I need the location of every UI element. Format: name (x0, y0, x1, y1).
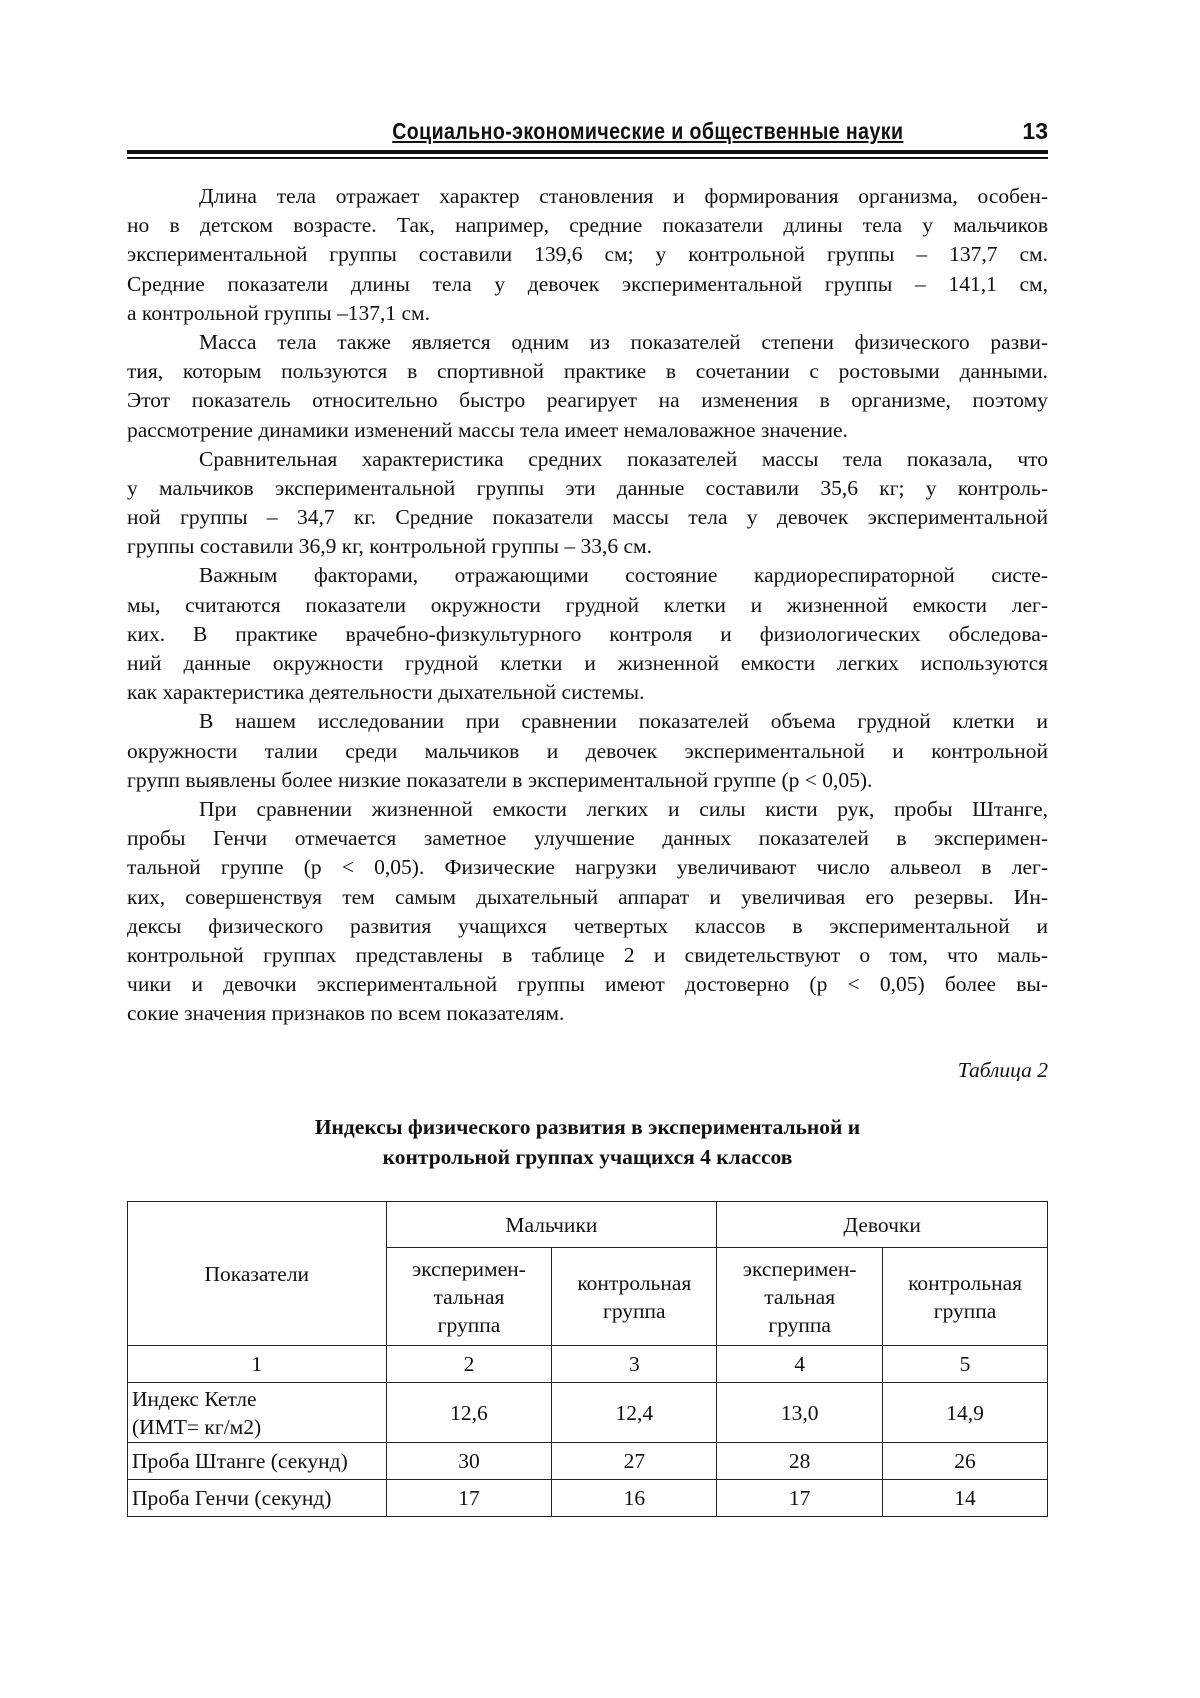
column-number-row (128, 1346, 1048, 1383)
paragraph-line: Длина тела отражает характер становления и формирования организма, особен- (199, 184, 1048, 208)
paragraph-line: контрольной группах представлены в таблице 2 и свидетельствуют о том, что маль- (127, 942, 1048, 967)
body-text (127, 182, 1048, 1028)
header-text: эксперимен- (742, 1256, 857, 1281)
paragraph-line: тия, которым пользуются в спортивной практике в сочетании с ростовыми данными. (127, 359, 1048, 384)
paragraph-line: но в детском возрасте. Так, например, средние показатели длины тела у мальчиков (127, 213, 1048, 238)
table-title-line: контрольной группах учащихся 4 классов (382, 1145, 793, 1169)
paragraph-line: экспериментальной группы составили 139,6 см; у контрольной группы – 137,7 см. (127, 242, 1048, 267)
paragraph-line: Сравнительная характеристика средних показателей массы тела показала, что (199, 446, 1048, 471)
header-text: контрольная (577, 1270, 692, 1295)
header-boys: Мальчики (386, 1202, 717, 1248)
paragraph-line: Этот показатель относительно быстро реагирует на изменения в организме, поэтому (127, 388, 1048, 413)
paragraph-line: дексы физического развития учащихся четвертых классов в экспериментальной и (127, 913, 1048, 938)
paragraph-line: Важным факторами, отражающими состояние кардиореспираторной систе- (199, 563, 1048, 588)
cell: 26 (883, 1443, 1048, 1480)
table-title (127, 1112, 1048, 1172)
row-label (128, 1383, 387, 1443)
header-rule-thin (127, 157, 1048, 159)
paragraph-line: сокие значения признаков по всем показателям. (127, 1001, 565, 1026)
header-text: группа (933, 1298, 997, 1323)
header-text: эксперимен- (412, 1256, 526, 1281)
column-number: 2 (386, 1346, 552, 1383)
data-table (127, 1201, 1048, 1517)
cell: 12,4 (552, 1383, 717, 1443)
cell: 17 (386, 1480, 552, 1517)
header-text: группа (768, 1312, 831, 1337)
row-label: Проба Штанге (секунд) (128, 1443, 387, 1480)
journal-section-title: Социально-экономические и общественные науки (391, 118, 903, 144)
header-girls-exp (717, 1248, 883, 1346)
header-text: группа (603, 1298, 666, 1323)
table-row (128, 1443, 1048, 1480)
table-label: Таблица 2 (957, 1058, 1048, 1082)
paragraph-line: а контрольной группы –137,1 см. (127, 300, 430, 325)
paragraph-line: ких, совершенствуя тем самым дыхательный аппарат и увеличивая его резервы. Ин- (127, 884, 1048, 909)
paragraph-line: В нашем исследовании при сравнении показателей объема грудной клетки и (199, 709, 1048, 734)
page-number: 13 (1022, 118, 1048, 144)
header-text: тальная (764, 1284, 836, 1309)
paragraph-line: Масса тела также является одним из показателей степени физического разви- (199, 329, 1048, 354)
header-text: тальная (433, 1284, 505, 1309)
cell: 13,0 (717, 1383, 883, 1443)
row-label-text: Индекс Кетле (132, 1386, 257, 1411)
paragraph-line: ной группы – 34,7 кг. Средние показатели массы тела у девочек экспериментальной (127, 505, 1048, 530)
paragraph-line: Средние показатели длины тела у девочек экспериментальной группы – 141,1 см, (127, 271, 1048, 296)
column-number: 1 (128, 1346, 387, 1383)
table-row (128, 1383, 1048, 1443)
column-number: 4 (717, 1346, 883, 1383)
row-label-text: (ИМТ= кг/м2) (132, 1414, 262, 1439)
header-girls: Девочки (717, 1202, 1048, 1248)
cell: 14 (883, 1480, 1048, 1517)
header-boys-ctrl (552, 1248, 717, 1346)
header-rule-thick (127, 150, 1048, 154)
paragraph-line: как характеристика деятельности дыхательной системы. (127, 680, 645, 705)
cell: 28 (717, 1443, 883, 1480)
cell: 14,9 (883, 1383, 1048, 1443)
header-indicators: Показатели (128, 1202, 387, 1346)
header-text: группа (437, 1312, 501, 1337)
paragraph-line: групп выявлены более низкие показатели в экспериментальной группе (p < 0,05). (127, 767, 873, 792)
table-title-line: Индексы физического развития в экспериментальной и (314, 1115, 861, 1139)
paragraph-line: рассмотрение динамики изменений массы тела имеет немаловажное значение. (127, 417, 848, 442)
column-number: 5 (883, 1346, 1048, 1383)
paragraph-line: мы, считаются показатели окружности грудной клетки и жизненной емкости лег- (127, 592, 1048, 617)
cell: 27 (552, 1443, 717, 1480)
cell: 17 (717, 1480, 883, 1517)
column-number: 3 (552, 1346, 717, 1383)
header-girls-ctrl (883, 1248, 1048, 1346)
paragraph-line: у мальчиков экспериментальной группы эти данные составили 35,6 кг; у контроль- (127, 475, 1048, 500)
paragraph-line: пробы Генчи отмечается заметное улучшение данных показателей в эксперимен- (127, 826, 1048, 851)
paragraph-line: окружности талии среди мальчиков и девочек экспериментальной и контрольной (127, 738, 1048, 763)
cell: 30 (386, 1443, 552, 1480)
paragraph-line: При сравнении жизненной емкости легких и силы кисти рук, пробы Штанге, (199, 796, 1048, 821)
row-label: Проба Генчи (секунд) (128, 1480, 387, 1517)
header-boys-exp (386, 1248, 552, 1346)
header-text: контрольная (908, 1270, 1023, 1295)
cell: 12,6 (386, 1383, 552, 1443)
paragraph-line: ний данные окружности грудной клетки и жизненной емкости легких используются (127, 651, 1048, 675)
paragraph-line: чики и девочки экспериментальной группы имеют достоверно (p < 0,05) более вы- (127, 972, 1048, 997)
cell: 16 (552, 1480, 717, 1517)
paragraph-line: ких. В практике врачебно-физкультурного контроля и физиологических обследова- (127, 621, 1048, 646)
table-header-row (128, 1202, 1048, 1248)
running-header (127, 118, 1048, 146)
paragraph-line: группы составили 36,9 кг, контрольной группы – 33,6 см. (127, 534, 652, 559)
paragraph-line: тальной группе (p < 0,05). Физические нагрузки увеличивают число альвеол в лег- (127, 855, 1048, 880)
table-row (128, 1480, 1048, 1517)
